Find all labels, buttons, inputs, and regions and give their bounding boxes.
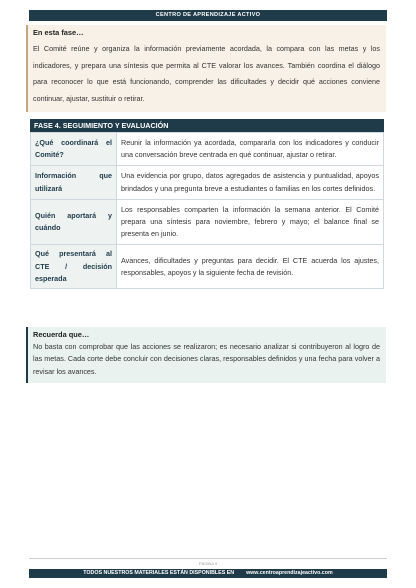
reminder-text: No basta con comprobar que las acciones se realizaron; es necesario analizar si contribuyeron al logro de las metas. Cada corte debe concluir con decisiones claras, responsables definidos y una fecha para volver a revisar los avances. [33,342,380,376]
row-value-information: Una evidencia por grupo, datos agregados de asistencia y puntualidad, apoyos brindados y una pregunta breve a estudiantes o familias en los cortes definidos. [117,166,384,199]
row-value-decision: Avances, dificultades y preguntas para decidir. El CTE acuerda los ajustes, responsables, apoyos y la siguiente fecha de revisión. [117,245,384,289]
phase-intro-text: El Comité reúne y organiza la información previamente acordada, la compara con las metas y los indicadores, y prepara una síntesis que permita al CTE valorar los avances. También coordina el diálogo para reconocer lo que está funcionando, comprender las dificultades y decidir qué acciones conviene continuar, ajustar, sustituir o retirar. [33,44,380,103]
phase-table [30,132,384,289]
table-row [31,133,384,166]
table-row [31,199,384,245]
page-number: PÁGINA 9 [198,561,218,566]
table-row [31,166,384,199]
footer-bar [29,569,387,578]
footer-text: TODOS NUESTROS MATERIALES ESTÁN DISPONIBLES EN [83,570,235,576]
row-value-coordination: Reunir la información ya acordada, compararla con los indicadores y conducir una conversación breve centrada en qué continuar, ajustar o retirar. [117,133,384,166]
phase-table-title: FASE 4. SEGUIMIENTO Y EVALUACIÓN [30,119,384,132]
row-label-information: Información que utilizará [31,166,117,199]
phase-intro-box [26,25,386,112]
document-header-title: CENTRO DE APRENDIZAJE ACTIVO [29,10,387,21]
row-label-decision: Qué presentará al CTE / decisión esperada [31,245,117,289]
footer-divider [29,558,387,559]
row-label-contributors: Quién aportará y cuándo [31,199,117,245]
phase-intro-title: En esta fase… [33,28,84,37]
footer-url-link[interactable]: www.centroaprendizajeactivo.com [246,570,333,576]
reminder-box [26,327,386,383]
row-value-contributors: Los responsables comparten la información la semana anterior. El Comité prepara una síntesis para noviembre, febrero y mayo; el balance final se presenta en junio. [117,199,384,245]
table-row [31,245,384,289]
reminder-title: Recuerda que… [33,330,90,339]
row-label-coordination: ¿Qué coordinará el Comité? [31,133,117,166]
